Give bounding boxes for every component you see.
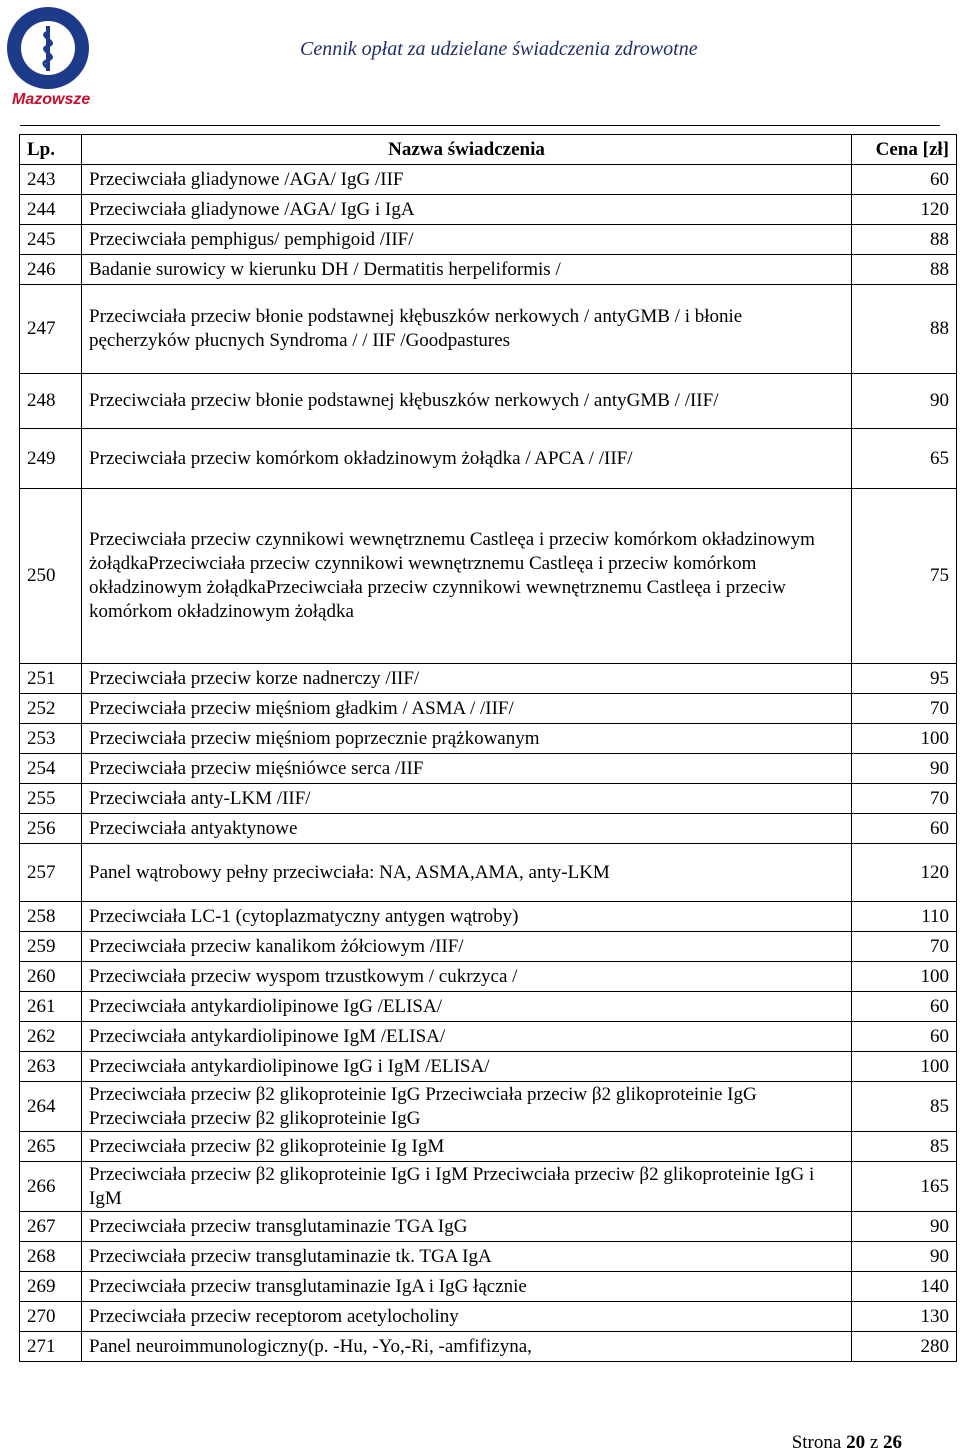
table-row: [20, 1052, 957, 1082]
footer-page: 20: [846, 1432, 866, 1453]
cell-lp: 250: [20, 489, 82, 664]
cell-lp: 262: [20, 1022, 82, 1052]
table-row: [20, 724, 957, 754]
cell-price: 60: [852, 1022, 957, 1052]
cell-name: Przeciwciała antyaktynowe: [82, 814, 852, 844]
cell-lp: 266: [20, 1162, 82, 1212]
table-row: [20, 992, 957, 1022]
cell-name: Przeciwciała przeciw błonie podstawnej kłębuszków nerkowych / antyGMB / i błonie pęcherzyków płucnych Syndroma / / IIF /Goodpastures: [82, 285, 852, 374]
cell-name: Przeciwciała gliadynowe /AGA/ IgG i IgA: [82, 195, 852, 225]
cell-name: Panel neuroimmunologiczny(p. -Hu, -Yo,-Ri, -amfifizyna,: [82, 1332, 852, 1362]
cell-lp: 254: [20, 754, 82, 784]
footer-label: Strona: [791, 1432, 842, 1453]
cell-price: 90: [852, 1212, 957, 1242]
cell-name: Przeciwciała pemphigus/ pemphigoid /IIF/: [82, 225, 852, 255]
cell-lp: 261: [20, 992, 82, 1022]
price-table: [19, 134, 957, 1362]
table-row: [20, 1132, 957, 1162]
table-row: [20, 844, 957, 902]
table-header-row: [20, 135, 957, 165]
hospital-logo: [2, 4, 94, 110]
logo-brand: Mazowsze: [12, 91, 91, 108]
column-header-name: Nazwa świadczenia: [82, 135, 852, 165]
cell-lp: 248: [20, 374, 82, 429]
cell-price: 88: [852, 285, 957, 374]
cell-name: Przeciwciała przeciw receptorom acetylocholiny: [82, 1302, 852, 1332]
cell-name: Przeciwciała przeciw mięśniom gładkim / ASMA / /IIF/: [82, 694, 852, 724]
table-row: [20, 1212, 957, 1242]
cell-price: 120: [852, 844, 957, 902]
table-row: [20, 694, 957, 724]
cell-name: Przeciwciała przeciw czynnikowi wewnętrznemu Castleęa i przeciw komórkom okładzinowym żołądkaPrzeciwciała przeciw czynnikowi wewnętrznemu Castleęa i przeciw komórkom okładzinowym żołądkaPrzeciwciała przeciw czynnikowi wewnętrznemu Castleęa i przeciw komórkom okładzinowym żołądka: [82, 489, 852, 664]
cell-price: 110: [852, 902, 957, 932]
cell-lp: 249: [20, 429, 82, 489]
cell-name: Przeciwciała przeciw β2 glikoproteinie Ig IgM: [82, 1132, 852, 1162]
cell-price: 100: [852, 1052, 957, 1082]
cell-price: 60: [852, 814, 957, 844]
cell-price: 165: [852, 1162, 957, 1212]
cell-lp: 265: [20, 1132, 82, 1162]
cell-name: Przeciwciała przeciw wyspom trzustkowym / cukrzyca /: [82, 962, 852, 992]
cell-price: 88: [852, 255, 957, 285]
cell-price: 120: [852, 195, 957, 225]
cell-lp: 260: [20, 962, 82, 992]
cell-name: Badanie surowicy w kierunku DH / Dermatitis herpeliformis /: [82, 255, 852, 285]
cell-name: Przeciwciała przeciw β2 glikoproteinie IgG Przeciwciała przeciw β2 glikoproteinie IgG Przeciwciała przeciw β2 glikoproteinie IgG: [82, 1082, 852, 1132]
cell-name: Przeciwciała gliadynowe /AGA/ IgG /IIF: [82, 165, 852, 195]
cell-name: Przeciwciała przeciw transglutaminazie IgA i IgG łącznie: [82, 1272, 852, 1302]
cell-lp: 268: [20, 1242, 82, 1272]
cell-lp: 251: [20, 664, 82, 694]
table-row: [20, 1022, 957, 1052]
table-row: [20, 1082, 957, 1132]
cell-lp: 271: [20, 1332, 82, 1362]
column-header-price: Cena [zł]: [852, 135, 957, 165]
table-body: [20, 165, 957, 1362]
cell-name: Przeciwciała przeciw mięśniom poprzecznie prążkowanym: [82, 724, 852, 754]
table-row: [20, 1302, 957, 1332]
cell-lp: 253: [20, 724, 82, 754]
cell-price: 140: [852, 1272, 957, 1302]
cell-lp: 256: [20, 814, 82, 844]
cell-price: 100: [852, 962, 957, 992]
cell-name: Przeciwciała przeciw β2 glikoproteinie IgG i IgM Przeciwciała przeciw β2 glikoproteinie IgG i IgM: [82, 1162, 852, 1212]
cell-name: Przeciwciała antykardiolipinowe IgG /ELISA/: [82, 992, 852, 1022]
cell-lp: 258: [20, 902, 82, 932]
page-footer: [792, 1432, 902, 1454]
cell-price: 88: [852, 225, 957, 255]
table-row: [20, 784, 957, 814]
cell-price: 75: [852, 489, 957, 664]
cell-lp: 245: [20, 225, 82, 255]
table-row: [20, 1332, 957, 1362]
cell-price: 70: [852, 694, 957, 724]
cell-lp: 255: [20, 784, 82, 814]
cell-name: Przeciwciała antykardiolipinowe IgG i IgM /ELISA/: [82, 1052, 852, 1082]
column-header-lp: Lp.: [20, 135, 82, 165]
cell-lp: 244: [20, 195, 82, 225]
cell-price: 280: [852, 1332, 957, 1362]
cell-lp: 263: [20, 1052, 82, 1082]
cell-name: Przeciwciała przeciw transglutaminazie TGA IgG: [82, 1212, 852, 1242]
cell-name: Przeciwciała przeciw mięśniówce serca /IIF: [82, 754, 852, 784]
cell-lp: 257: [20, 844, 82, 902]
cell-lp: 264: [20, 1082, 82, 1132]
table-row: [20, 374, 957, 429]
cell-price: 95: [852, 664, 957, 694]
cell-name: Przeciwciała LC-1 (cytoplazmatyczny antygen wątroby): [82, 902, 852, 932]
table-row: [20, 165, 957, 195]
table-row: [20, 814, 957, 844]
cell-name: Przeciwciała antykardiolipinowe IgM /ELISA/: [82, 1022, 852, 1052]
cell-price: 90: [852, 374, 957, 429]
cell-price: 85: [852, 1132, 957, 1162]
cell-price: 90: [852, 754, 957, 784]
table-row: [20, 962, 957, 992]
cell-price: 60: [852, 165, 957, 195]
cell-name: Przeciwciała przeciw korze nadnerczy /IIF/: [82, 664, 852, 694]
footer-of: z: [869, 1432, 879, 1453]
table-row: [20, 489, 957, 664]
table-row: [20, 754, 957, 784]
cell-name: Przeciwciała przeciw komórkom okładzinowym żołądka / APCA / /IIF/: [82, 429, 852, 489]
cell-name: Przeciwciała przeciw transglutaminazie tk. TGA IgA: [82, 1242, 852, 1272]
cell-name: Przeciwciała przeciw kanalikom żółciowym /IIF/: [82, 932, 852, 962]
table-row: [20, 429, 957, 489]
table-row: [20, 1242, 957, 1272]
cell-name: Panel wątrobowy pełny przeciwciała: NA, ASMA,AMA, anty-LKM: [82, 844, 852, 902]
cell-lp: 247: [20, 285, 82, 374]
table-row: [20, 1272, 957, 1302]
cell-lp: 267: [20, 1212, 82, 1242]
table-row: [20, 932, 957, 962]
cell-price: 65: [852, 429, 957, 489]
cell-lp: 243: [20, 165, 82, 195]
cell-price: 130: [852, 1302, 957, 1332]
cell-price: 100: [852, 724, 957, 754]
table-row: [20, 195, 957, 225]
table-row: [20, 664, 957, 694]
table-row: [20, 255, 957, 285]
cell-price: 70: [852, 784, 957, 814]
cell-lp: 270: [20, 1302, 82, 1332]
table-row: [20, 1162, 957, 1212]
table-row: [20, 902, 957, 932]
cell-lp: 259: [20, 932, 82, 962]
cell-name: Przeciwciała anty-LKM /IIF/: [82, 784, 852, 814]
cell-lp: 252: [20, 694, 82, 724]
cell-price: 60: [852, 992, 957, 1022]
table-row: [20, 225, 957, 255]
cell-price: 70: [852, 932, 957, 962]
cell-name: Przeciwciała przeciw błonie podstawnej kłębuszków nerkowych / antyGMB / /IIF/: [82, 374, 852, 429]
cell-lp: 269: [20, 1272, 82, 1302]
cell-price: 85: [852, 1082, 957, 1132]
table-row: [20, 285, 957, 374]
document-title: Cennik opłat za udzielane świadczenia zdrowotne: [300, 38, 698, 60]
cell-price: 90: [852, 1242, 957, 1272]
header-divider: [20, 125, 940, 126]
cell-lp: 246: [20, 255, 82, 285]
footer-total: 26: [883, 1432, 902, 1453]
